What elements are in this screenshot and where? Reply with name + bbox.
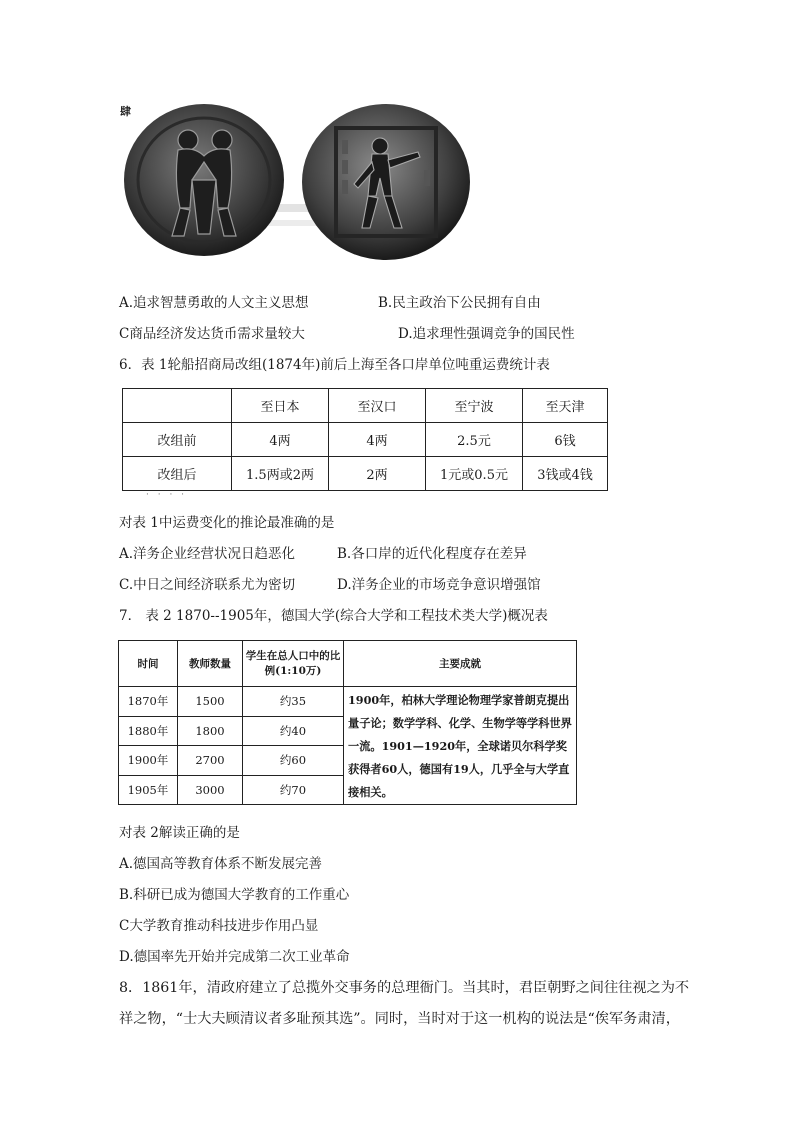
table-cell: 1900年 <box>119 746 178 776</box>
table-cell: 约35 <box>243 687 344 717</box>
q6-option-c: C.中日之间经济联系尤为密切 <box>119 577 296 593</box>
table-header-row <box>123 389 608 423</box>
q6-prompt: 对表 1中运费变化的推论最准确的是 <box>119 515 335 531</box>
freight-table <box>122 388 608 491</box>
q5-option-a: A.追求智慧勇敢的人文主义思想 <box>119 295 309 311</box>
table-row <box>119 687 577 717</box>
table-row <box>123 457 608 491</box>
table-cell: 4两 <box>232 423 329 457</box>
table-cell: 2两 <box>329 457 426 491</box>
table-cell: 2.5元 <box>426 423 523 457</box>
table-cell: 约70 <box>243 775 344 805</box>
table-cell: 3000 <box>178 775 243 805</box>
q7-option-a: A.德国高等教育体系不断发展完善 <box>119 856 323 872</box>
q7-prompt: 对表 2解读正确的是 <box>119 825 240 841</box>
table-header: 至日本 <box>232 389 329 423</box>
table-cell: 4两 <box>329 423 426 457</box>
q7-option-d: D.德国率先开始并完成第二次工业革命 <box>119 949 350 965</box>
table-header: 至宁波 <box>426 389 523 423</box>
table-cell: 1元或0.5元 <box>426 457 523 491</box>
q5-option-b: B.民主政治下公民拥有自由 <box>378 295 541 311</box>
q5-option-d: D.追求理性强调竞争的国民性 <box>398 326 575 342</box>
table-header: 主要成就 <box>344 641 577 687</box>
q7-option-c: C大学教育推动科技进步作用凸显 <box>119 918 319 934</box>
table-cell: 1.5两或2两 <box>232 457 329 491</box>
table-cell: 3钱或4钱 <box>523 457 608 491</box>
q6-option-d: D.洋务企业的市场竞争意识增强馆 <box>337 577 541 593</box>
table-row <box>123 423 608 457</box>
q5-option-c: C商品经济发达货币需求量较大 <box>119 326 305 342</box>
table-cell: 1880年 <box>119 716 178 746</box>
table-header: 时间 <box>119 641 178 687</box>
q6-option-b: B.各口岸的近代化程度存在差异 <box>337 546 527 562</box>
table-header: 教师数量 <box>178 641 243 687</box>
table-cell: 6钱 <box>523 423 608 457</box>
table-cell: 改组后 <box>123 457 232 491</box>
table-cell: 改组前 <box>123 423 232 457</box>
q7-title: 7． 表 2 1870--1905年，德国大学(综合大学和工程技术类大学)概况表 <box>119 608 548 624</box>
table-cell: 1800 <box>178 716 243 746</box>
table-cell: 约60 <box>243 746 344 776</box>
ancient-coin-image <box>118 100 478 270</box>
table-header-row <box>119 641 577 687</box>
table-header: 至天津 <box>523 389 608 423</box>
figure-marker: 肆 <box>120 105 131 118</box>
q6-option-a: A.洋务企业经营状况日趋恶化 <box>119 546 296 562</box>
table-cell: 2700 <box>178 746 243 776</box>
table-cell: 1500 <box>178 687 243 717</box>
table-cell: 1870年 <box>119 687 178 717</box>
q8-line-2: 祥之物，“士大夫顾清议者多耻预其选”。同时，当时对于这一机构的说法是“俟军务肃清， <box>119 1011 680 1027</box>
coin-illustration <box>118 100 478 270</box>
q6-title: 6．表 1轮船招商局改组(1874年)前后上海至各口岸单位吨重运费统计表 <box>119 357 550 373</box>
q8-line-1: 8．1861年，清政府建立了总揽外交事务的总理衙门。当其时，君臣朝野之间往往视之为不 <box>119 980 690 996</box>
table-cell <box>123 389 232 423</box>
table-header: 学生在总人口中的比例(1:10万) <box>243 641 344 687</box>
table-cell: 约40 <box>243 716 344 746</box>
q7-option-b: B.科研已成为德国大学教育的工作重心 <box>119 887 350 903</box>
table-cell: 1905年 <box>119 775 178 805</box>
achievement-cell: 1900年，柏林大学理论物理学家普朗克提出量子论；数学学科、化学、生物学等学科世界一流。1901—1920年，全球诺贝尔科学奖获得者60人，德国有19人，几乎全与大学直接相关。 <box>344 687 577 805</box>
scan-noise: · · · · <box>146 490 188 500</box>
german-university-table <box>118 640 577 805</box>
table-header: 至汉口 <box>329 389 426 423</box>
